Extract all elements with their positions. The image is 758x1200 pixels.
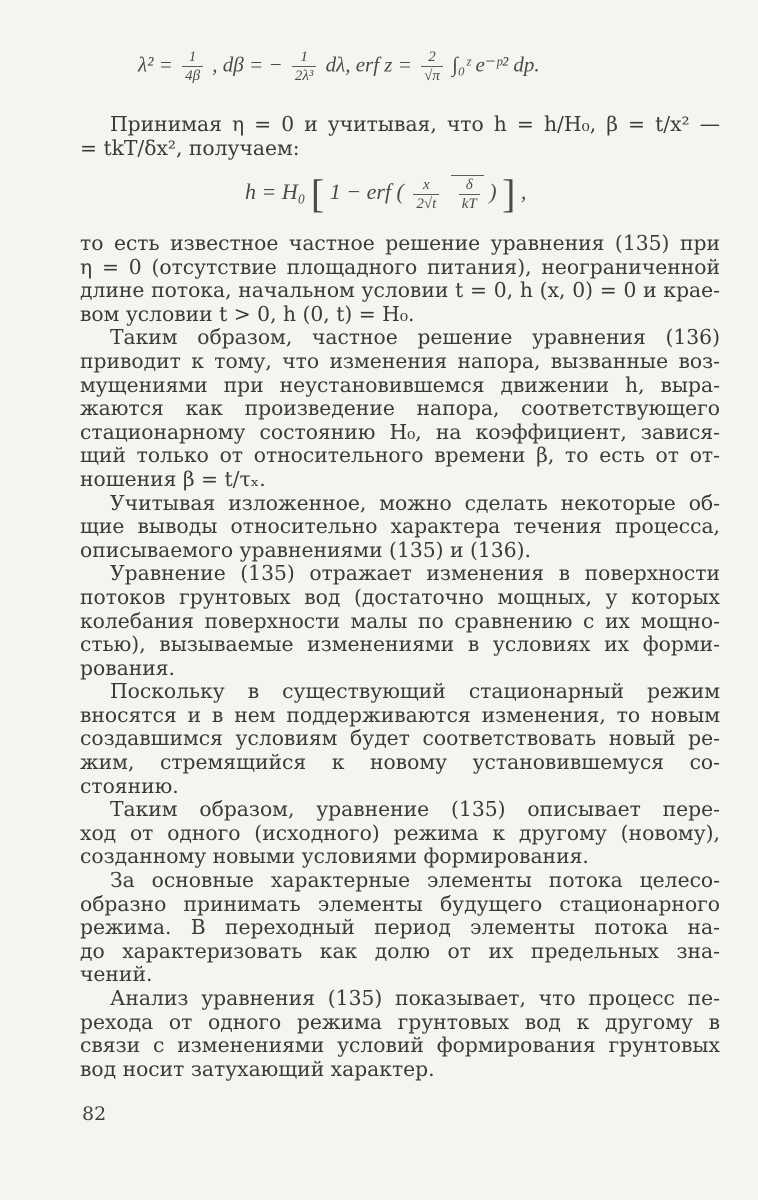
text-line: Анализ уравнения (135) показывает, что процесс пе- <box>110 987 720 1010</box>
text-line: вод носит затухающий характер. <box>80 1057 435 1081</box>
text-line: щие выводы относительно характера течения процесса, <box>80 515 720 539</box>
fraction-sqrt-numerator: δ <box>459 176 480 195</box>
formula-mid-lhs: h = H₀ <box>245 179 306 205</box>
text-line: длине потока, начальном условии t = 0, h (x, 0) = 0 и крае- <box>80 279 720 303</box>
text-line: ношения β = t/τₓ. <box>80 467 266 491</box>
text-line: = tkT/δx², получаем: <box>80 136 300 160</box>
text-line: Учитывая изложенное, можно сделать некоторые об- <box>110 491 720 515</box>
text-line: η = 0 (отсутствие площадного питания), неограниченной <box>80 255 720 279</box>
text-line: режима. В переходный период элементы потока на- <box>80 916 720 940</box>
fraction-3-numerator: 2 <box>421 48 443 67</box>
fraction-2-denominator: 2λ³ <box>294 68 314 84</box>
fraction-mid-numerator: x <box>413 176 439 195</box>
text-line: до характеризовать как долю от их предельных зна- <box>80 939 720 963</box>
text-line: мущениями при неустановившемся движении h, выра- <box>80 373 720 397</box>
fraction-3 <box>421 48 443 85</box>
text-line: Таким образом, частное решение уравнения (136) <box>110 326 720 350</box>
paragraph-intro <box>80 113 720 160</box>
text-line: ход от одного (исходного) режима к другому (новому), <box>80 821 720 845</box>
text-line: жаются как произведение напора, соответствующего <box>80 397 720 421</box>
text-line: стоянию. <box>80 774 179 798</box>
fraction-1-denominator: 4β <box>185 68 201 84</box>
text-line: вносятся и в нем поддерживаются изменения, то новым <box>80 703 720 727</box>
fraction-1 <box>182 48 203 85</box>
fraction-sqrt-denominator: kT <box>461 196 477 212</box>
text-line: рования. <box>80 656 175 680</box>
text-line: Принимая η = 0 и учитывая, что h̄ = h/H₀, β = t/x² — <box>110 113 720 136</box>
text-line: образно принимать элементы будущего стационарного <box>80 892 720 916</box>
text-line: Таким образом, уравнение (135) описывает пере- <box>110 798 720 822</box>
text-line: чений. <box>80 963 153 987</box>
text-line: описываемого уравнениями (135) и (136). <box>80 538 531 562</box>
text-line: колебания поверхности малы по сравнению с их мощно- <box>80 609 720 633</box>
text-line: приводит к тому, что изменения напора, вызванные воз- <box>80 349 720 373</box>
formula-middle <box>245 171 527 216</box>
formula-dbeta: , dβ = − <box>212 52 283 77</box>
text-line: стационарному состоянию H₀, на коэффициент, завися- <box>80 420 720 444</box>
formula-lambda: λ² = <box>138 52 173 77</box>
fraction-mid-denominator: 2√t <box>416 195 437 212</box>
text-line: Уравнение (135) отражает изменения в поверхности <box>110 562 720 586</box>
formula-mid-tail: , <box>520 179 527 205</box>
formula-top <box>138 48 540 85</box>
text-line: щий только от относительного времени β, то есть от от- <box>80 444 720 468</box>
text-line: стью), вызываемые изменениями в условиях их форми- <box>80 633 720 657</box>
text-line: За основные характерные элементы потока целесо- <box>110 869 720 893</box>
text-line: вом условии t > 0, h (0, t) = H₀. <box>80 302 415 326</box>
fraction-1-numerator: 1 <box>182 48 203 67</box>
fraction-3-denominator: √π <box>424 68 440 84</box>
sqrt-term <box>451 175 484 213</box>
fraction-2 <box>292 48 317 85</box>
formula-mid-erf: 1 − erf ( <box>329 179 404 205</box>
body-text <box>80 232 720 1081</box>
text-line: Поскольку в существующий стационарный режим <box>110 680 720 704</box>
formula-integral: ∫₀ᶻ e⁻ᵖ² dp. <box>452 52 540 77</box>
text-line: созданному новыми условиями формирования. <box>80 845 589 869</box>
text-line: создавшимся условиям будет соответствовать новый ре- <box>80 727 720 751</box>
fraction-sqrt <box>459 176 480 213</box>
text-line: жим, стремящийся к новому установившемуся со- <box>80 751 720 775</box>
text-line: рехода от одного режима грунтовых вод к другому в <box>80 1010 720 1034</box>
close-bracket: ] <box>502 171 516 216</box>
fraction-mid <box>413 176 439 213</box>
text-line: связи с изменениями условий формирования грунтовых <box>80 1034 720 1058</box>
fraction-2-numerator: 1 <box>292 48 317 67</box>
close-paren: ) <box>489 179 497 205</box>
page-number: 82 <box>82 1103 107 1125</box>
text-line: потоков грунтовых вод (достаточно мощных, у которых <box>80 585 720 609</box>
open-bracket: [ <box>310 171 325 216</box>
formula-dlambda: dλ, erf z = <box>325 52 412 77</box>
text-line: то есть известное частное решение уравнения (135) при <box>80 232 720 255</box>
